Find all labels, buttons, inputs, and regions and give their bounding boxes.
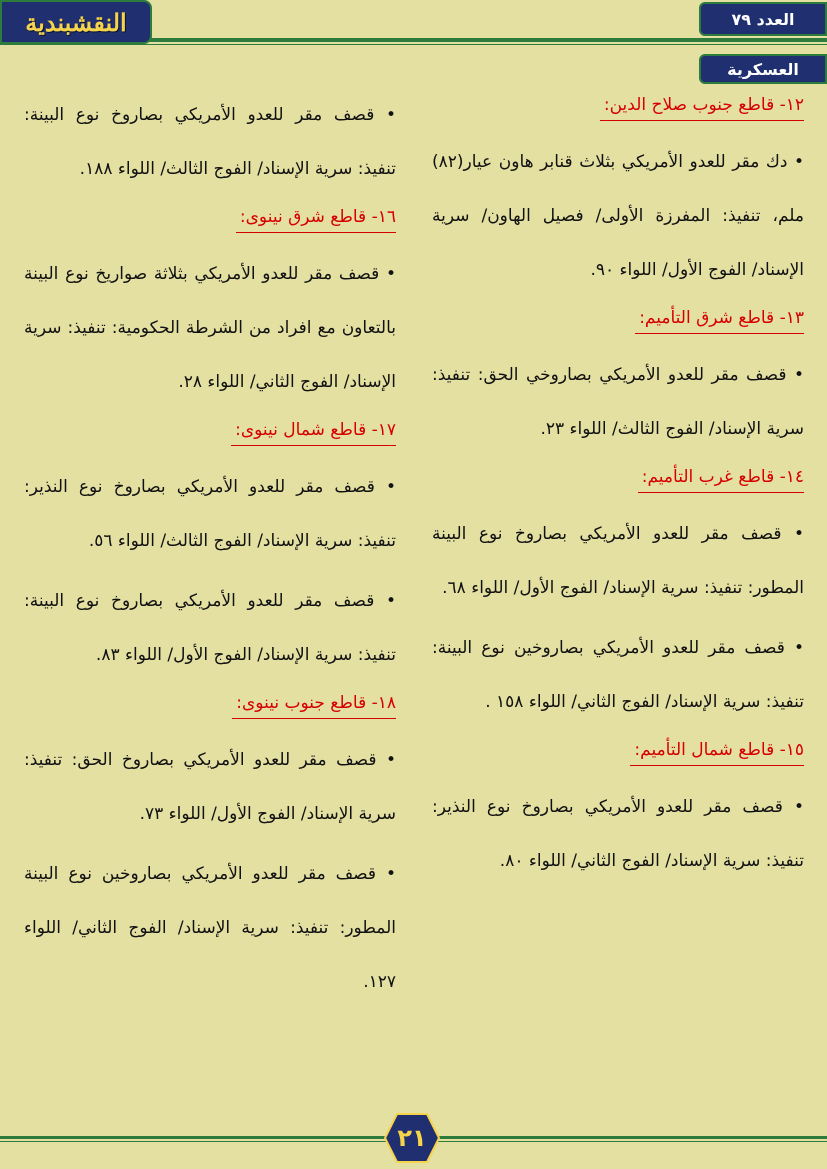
masthead-banner	[0, 0, 152, 44]
report-paragraph: • قصف مقر للعدو الأمريكي بصاروخ نوع النذير: تنفيذ: سرية الإسناد/ الفوج الثالث/ اللواء ٥٦.	[24, 477, 396, 551]
section-heading: ١٢- قاطع جنوب صلاح الدين:	[600, 90, 804, 121]
issue-banner	[699, 2, 827, 36]
section-heading-wrap	[432, 735, 804, 766]
report-paragraph: • قصف مقر للعدو الأمريكي بصاروخين نوع البينة: تنفيذ: سرية الإسناد/ الفوج الثاني/ اللواء ١٥٨ .	[432, 638, 804, 712]
page-number: ٢١	[397, 1124, 427, 1152]
section-heading-wrap	[432, 303, 804, 334]
section-heading: ١٤- قاطع غرب التأميم:	[638, 462, 804, 493]
report-paragraph: • دك مقر للعدو الأمريكي بثلاث قنابر هاون عيار(٨٢) ملم، تنفيذ: المفرزة الأولى/ فصيل الهاون/ سرية الإسناد/ الفوج الأول/ اللواء ٩٠.	[432, 152, 804, 280]
right-column	[432, 88, 804, 894]
page-number-badge	[383, 1112, 441, 1164]
section-heading: ١٥- قاطع شمال التأميم:	[630, 735, 804, 766]
section-heading-wrap	[432, 462, 804, 493]
report-paragraph: • قصف مقر للعدو الأمريكي بصاروخ نوع البينة: تنفيذ: سرية الإسناد/ الفوج الأول/ اللواء ٨٣.	[24, 591, 396, 665]
report-paragraph: • قصف مقر للعدو الأمريكي بصاروخ نوع البينة المطور: تنفيذ: سرية الإسناد/ الفوج الأول/ اللواء ٦٨.	[432, 524, 804, 598]
section-heading: ١٣- قاطع شرق التأميم:	[635, 303, 804, 334]
issue-label: العدد ٧٩	[731, 9, 795, 29]
report-paragraph: • قصف مقر للعدو الأمريكي بصاروخين نوع البينة المطور: تنفيذ: سرية الإسناد/ الفوج الثاني/ اللواء ١٢٧.	[24, 864, 396, 992]
section-heading-wrap	[24, 688, 396, 719]
section-heading: ١٨- قاطع جنوب نينوى:	[232, 688, 396, 719]
report-paragraph: • قصف مقر للعدو الأمريكي بصاروخ الحق: تنفيذ: سرية الإسناد/ الفوج الأول/ اللواء ٧٣.	[24, 750, 396, 824]
section-banner	[699, 54, 827, 84]
report-paragraph: • قصف مقر للعدو الأمريكي بثلاثة صواريخ نوع البينة بالتعاون مع افراد من الشرطة الحكومية: تنفيذ: سرية الإسناد/ الفوج الثاني/ اللواء ٢٨.	[24, 264, 396, 392]
report-paragraph: • قصف مقر للعدو الأمريكي بصاروخ نوع النذير: تنفيذ: سرية الإسناد/ الفوج الثاني/ اللواء ٨٠.	[432, 797, 804, 871]
report-paragraph: • قصف مقر للعدو الأمريكي بصاروخ نوع البينة: تنفيذ: سرية الإسناد/ الفوج الثالث/ اللواء ١٨٨.	[24, 105, 396, 179]
top-rule-thin	[0, 44, 827, 45]
report-paragraph: • قصف مقر للعدو الأمريكي بصاروخي الحق: تنفيذ: سرية الإسناد/ الفوج الثالث/ اللواء ٢٣.	[432, 365, 804, 439]
section-heading-wrap	[24, 202, 396, 233]
masthead-title: النقشبندية	[25, 7, 127, 37]
section-heading-wrap	[432, 90, 804, 121]
section-label: العسكرية	[727, 59, 799, 79]
left-column	[24, 88, 396, 1015]
section-heading: ١٦- قاطع شرق نينوى:	[236, 202, 396, 233]
section-heading-wrap	[24, 415, 396, 446]
section-heading: ١٧- قاطع شمال نينوى:	[231, 415, 396, 446]
